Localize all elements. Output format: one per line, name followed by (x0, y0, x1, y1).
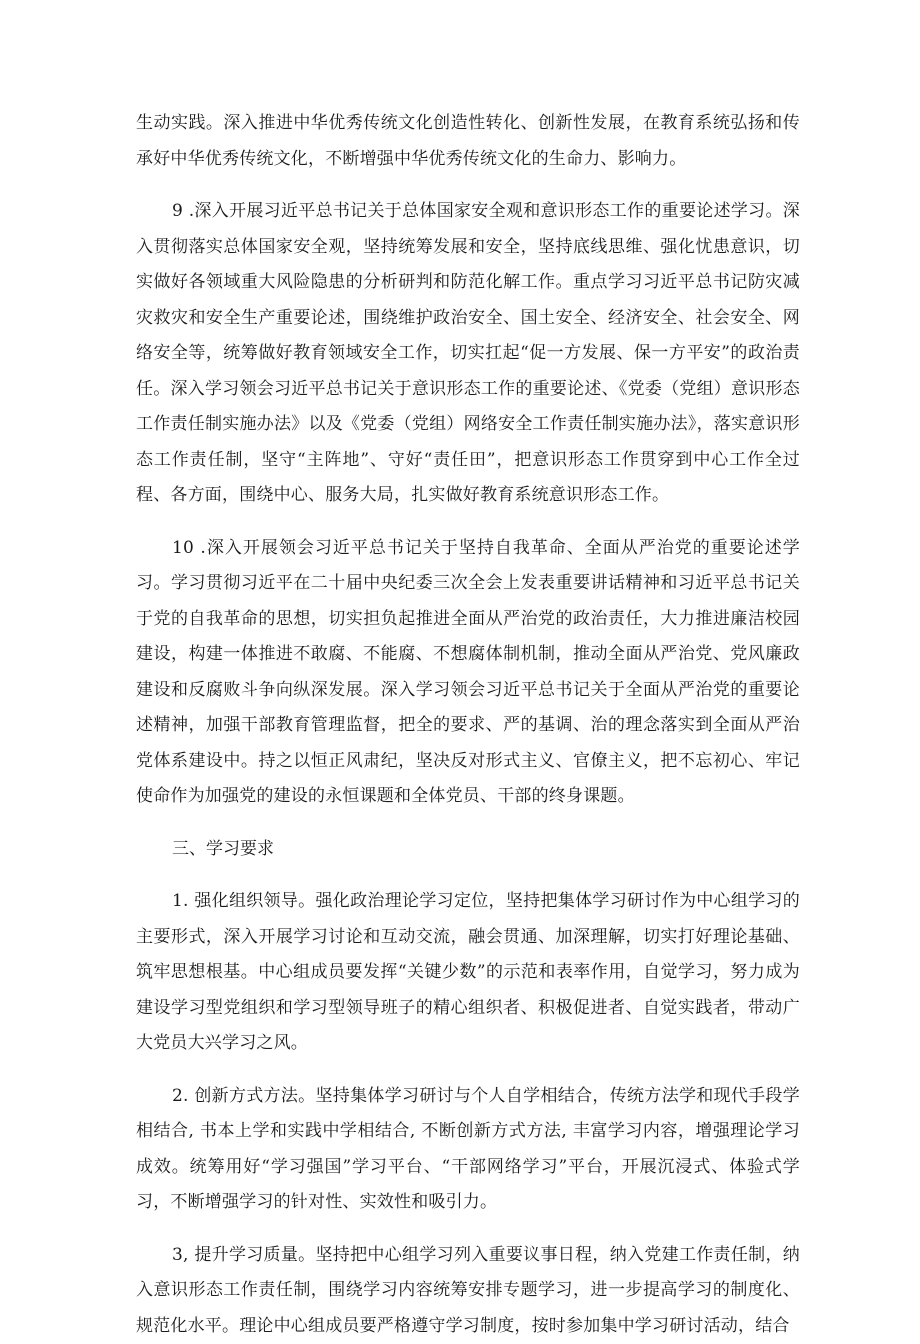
section-heading: 三、学习要求 (136, 832, 800, 868)
paragraph-gap (136, 1221, 800, 1238)
paragraph-gap (136, 815, 800, 832)
paragraph-item-9: 9 .深入开展习近平总书记关于总体国家安全观和意识形态工作的重要论述学习。深入贯彻落实总体国家安全观，坚持统筹发展和安全，坚持底线思维、强化忧患意识，切实做好各领域重大风险隐患的分析研判和防范化解工作。重点学习习近平总书记防灾减灾救灾和安全生产重要论述，围绕维护政治安全、国土安全、经济安全、社会安全、网络安全等，统筹做好教育领域安全工作，切实扛起“促一方发展、保一方平安”的政治责任。深入学习领会习近平总书记关于意识形态工作的重要论述、《党委（党组）意识形态工作责任制实施办法》以及《党委（党组）网络安全工作责任制实施办法》，落实意识形态工作责任制，坚守“主阵地”、守好“责任田”，把意识形态工作贯穿到中心工作全过程、各方面，围绕中心、服务大局，扎实做好教育系统意识形态工作。 (136, 194, 800, 514)
requirement-item-3: 3, 提升学习质量。坚持把中心组学习列入重要议事日程，纳入党建工作责任制，纳入意识形态工作责任制，围绕学习内容统筹安排专题学习，进一步提高学习的制度化、规范化水平。理论中心组成员要严格遵守学习制度，按时参加集中学习研讨活动，结合 (136, 1238, 800, 1344)
paragraph-gap (136, 514, 800, 531)
requirement-item-1: 1. 强化组织领导。强化政治理论学习定位，坚持把集体学习研讨作为中心组学习的主要形式，深入开展学习讨论和互动交流，融会贯通、加深理解，切实打好理论基础、筑牢思想根基。中心组成员要发挥“关键少数”的示范和表率作用，自觉学习，努力成为建设学习型党组织和学习型领导班子的精心组织者、积极促进者、自觉实践者，带动广大党员大兴学习之风。 (136, 884, 800, 1062)
paragraph-continuation: 生动实践。深入推进中华优秀传统文化创造性转化、创新性发展，在教育系统弘扬和传承好中华优秀传统文化，不断增强中华优秀传统文化的生命力、影响力。 (136, 106, 800, 177)
requirement-item-2: 2. 创新方式方法。坚持集体学习研讨与个人自学相结合，传统方法学和现代手段学相结合, 书本上学和实践中学相结合, 不断创新方式方法, 丰富学习内容，增强理论学习成效。统筹用好“学习强国”学习平台、“干部网络学习”平台，开展沉浸式、体验式学习，不断增强学习的针对性、实效性和吸引力。 (136, 1079, 800, 1221)
paragraph-gap (136, 867, 800, 884)
paragraph-gap (136, 1062, 800, 1079)
paragraph-item-10: 10 .深入开展领会习近平总书记关于坚持自我革命、全面从严治党的重要论述学习。学习贯彻习近平在二十届中央纪委三次全会上发表重要讲话精神和习近平总书记关于党的自我革命的思想，切实担负起推进全面从严治党的政治责任，大力推进廉洁校园建设，构建一体推进不敢腐、不能腐、不想腐体制机制，推动全面从严治党、党风廉政建设和反腐败斗争向纵深发展。深入学习领会习近平总书记关于全面从严治党的重要论述精神，加强干部教育管理监督，把全的要求、严的基调、治的理念落实到全面从严治党体系建设中。持之以恒正风肃纪，坚决反对形式主义、官僚主义，把不忘初心、牢记使命作为加强党的建设的永恒课题和全体党员、干部的终身课题。 (136, 531, 800, 815)
paragraph-gap (136, 177, 800, 194)
